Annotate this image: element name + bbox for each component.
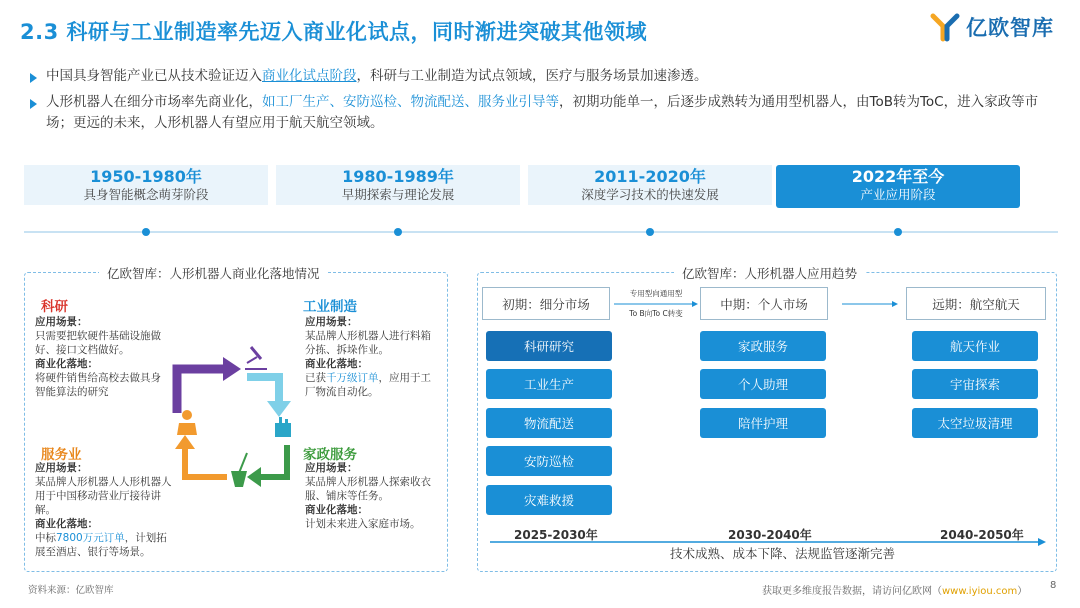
bullet-list (28, 66, 1058, 139)
service-person-icon (177, 410, 197, 435)
industry-label-scene: 应用场景： (305, 316, 358, 328)
bullet-1 (28, 66, 1058, 87)
timeline-desc-1: 具身智能概念萌芽阶段 (83, 187, 209, 202)
early-item-5: 灾难救援 (486, 485, 612, 515)
service-title: 服务业 (41, 447, 82, 463)
timeline-year-1: 1950-1980年 (90, 167, 202, 186)
far-item-3: 太空垃圾清理 (912, 408, 1038, 438)
bullet-1-text-b: ，科研与工业制造为试点领域，医疗与服务场景加速渗透。 (356, 68, 708, 84)
cycle-arrowhead-orange (175, 435, 195, 449)
early-item-4: 安防巡检 (486, 446, 612, 476)
page-title: 2.3 科研与工业制造率先迈入商业化试点，同时渐进突破其他领域 (20, 20, 648, 44)
home-text (305, 461, 437, 531)
cycle-arrowhead-teal (267, 401, 291, 417)
industry-text (305, 315, 437, 399)
research-label-scene: 应用场景： (35, 316, 88, 328)
stage-mid: 中期：个人市场 (700, 287, 828, 320)
early-item-3: 物流配送 (486, 408, 612, 438)
bullet-2-highlight: 如工厂生产、安防巡检、物流配送、服务业引导等 (262, 94, 559, 110)
mid-item-3: 陪伴护理 (700, 408, 826, 438)
mid-item-1: 家政服务 (700, 331, 826, 361)
timeline-desc-3: 深度学习技术的快速发展 (581, 187, 719, 202)
transition-arrow-2 (842, 300, 898, 308)
page-number: 8 (1050, 580, 1057, 591)
cycle-arrow-teal (247, 377, 279, 403)
home-scene: 某品牌人形机器人探索收衣服、铺床等任务。 (305, 476, 431, 502)
footer-suffix: ） (1017, 586, 1028, 597)
timeline-dot-4 (894, 228, 902, 236)
footer-prefix: 获取更多维度报告数据，请访问亿欧网（ (762, 586, 942, 597)
timeline-dot-1 (142, 228, 150, 236)
industry-commercial-highlight: 千万级订单 (326, 372, 379, 384)
industry-title: 工业制造 (303, 299, 357, 315)
service-commercial-highlight: 7800万元订单 (56, 532, 125, 544)
bullet-2-text-b: ，初期功能单一，后逐步成熟转为通用型机器人，由ToB转为ToC，进入家政等市场；更远的未来，人形机器人有望应用于航天航空领域。 (46, 94, 1039, 131)
cycle-arrow-purple (177, 369, 225, 413)
early-item-2: 工业生产 (486, 369, 612, 399)
cycle-arrowhead-green (247, 467, 261, 487)
footer-website-link[interactable]: www.iyiou.com (942, 586, 1018, 597)
timeline-year-4: 2022年至今 (851, 167, 945, 186)
transition-bottom-note: To B向To C转变 (629, 309, 683, 318)
bullet-1-text-a: 中国具身智能产业已从技术验证迈入 (46, 68, 262, 84)
timeline-desc-2: 早期探索与理论发展 (341, 187, 455, 202)
research-commercial: 将硬件销售给高校去做具身智能算法的研究 (35, 372, 161, 398)
industry-commercial-b: ，应用于工厂物流自动化。 (305, 372, 431, 398)
timeline-axis (24, 231, 1058, 233)
service-commercial-b: ，计划拓展至酒店、银行等场景。 (35, 532, 167, 558)
research-title: 科研 (41, 299, 68, 315)
industry-commercial-a: 已获 (305, 372, 326, 384)
bullet-2-text-a: 人形机器人在细分市场率先商业化， (46, 94, 262, 110)
far-item-1: 航天作业 (912, 331, 1038, 361)
yiou-logo-icon (930, 12, 960, 42)
logo (930, 12, 1054, 42)
bullet-2 (28, 92, 1058, 134)
early-item-1: 科研研究 (486, 331, 612, 361)
service-text (35, 461, 175, 559)
industry-scene: 某品牌人形机器人进行料箱分拣、拆垛作业。 (305, 330, 431, 356)
cycle-arrow-orange (185, 447, 227, 477)
service-label-scene: 应用场景： (35, 462, 88, 474)
period-1: 2025-2030年 (514, 528, 598, 542)
mid-item-2: 个人助理 (700, 369, 826, 399)
timeline-stage-4-current (776, 165, 1020, 208)
timeline-stage-1 (24, 165, 268, 205)
cycle-diagram (163, 337, 303, 497)
industry-label-commercial: 商业化落地： (305, 358, 368, 370)
home-commercial: 计划未来进入家庭市场。 (305, 518, 421, 530)
footer-link-note (762, 582, 1027, 597)
timeline-dot-3 (646, 228, 654, 236)
timeline-stage-2 (276, 165, 520, 205)
factory-icon (275, 417, 291, 437)
trend-panel (477, 266, 1057, 572)
microscope-icon (245, 347, 267, 369)
research-label-commercial: 商业化落地： (35, 358, 98, 370)
stage-early: 初期：细分市场 (482, 287, 610, 320)
timeline-year-3: 2011-2020年 (594, 167, 706, 186)
stage-far: 远期：航空航天 (906, 287, 1046, 320)
period-2: 2030-2040年 (728, 528, 812, 542)
service-scene: 某品牌人形机器人人形机器人用于中国移动营业厅接待讲解。 (35, 476, 172, 516)
home-label-commercial: 商业化落地： (305, 504, 368, 516)
service-label-commercial: 商业化落地： (35, 518, 98, 530)
far-item-2: 宇宙探索 (912, 369, 1038, 399)
home-label-scene: 应用场景： (305, 462, 358, 474)
transition-top-note: 专用型向通用型 (629, 289, 683, 298)
cycle-arrowhead-purple (223, 357, 241, 381)
bullet-1-highlight: 商业化试点阶段 (262, 68, 357, 84)
source-note: 资料来源：亿欧智库 (28, 585, 114, 596)
timeline-dot-2 (394, 228, 402, 236)
logo-text: 亿欧智库 (966, 16, 1054, 40)
cycle-arrow-green (259, 445, 287, 477)
commercialization-panel-title: 亿欧智库：人形机器人商业化落地情况 (99, 264, 328, 282)
timeline-year-2: 1980-1989年 (342, 167, 454, 186)
commercialization-panel (24, 266, 448, 572)
service-commercial-a: 中标 (35, 532, 56, 544)
history-timeline (24, 165, 1058, 237)
period-3: 2040-2050年 (940, 528, 1024, 542)
research-text (35, 315, 167, 399)
trend-panel-title: 亿欧智库：人形机器人应用趋势 (674, 264, 865, 282)
transition-arrow-1 (614, 300, 698, 308)
timeline-stage-3 (528, 165, 772, 205)
timeline-desc-4: 产业应用阶段 (860, 187, 936, 202)
home-title: 家政服务 (303, 447, 357, 463)
research-scene: 只需要把软硬件基础设施做好、接口文档做好。 (35, 330, 161, 356)
period-axis-note: 技术成熟、成本下降、法规监管逐渐完善 (670, 546, 896, 561)
broom-icon (231, 453, 247, 487)
